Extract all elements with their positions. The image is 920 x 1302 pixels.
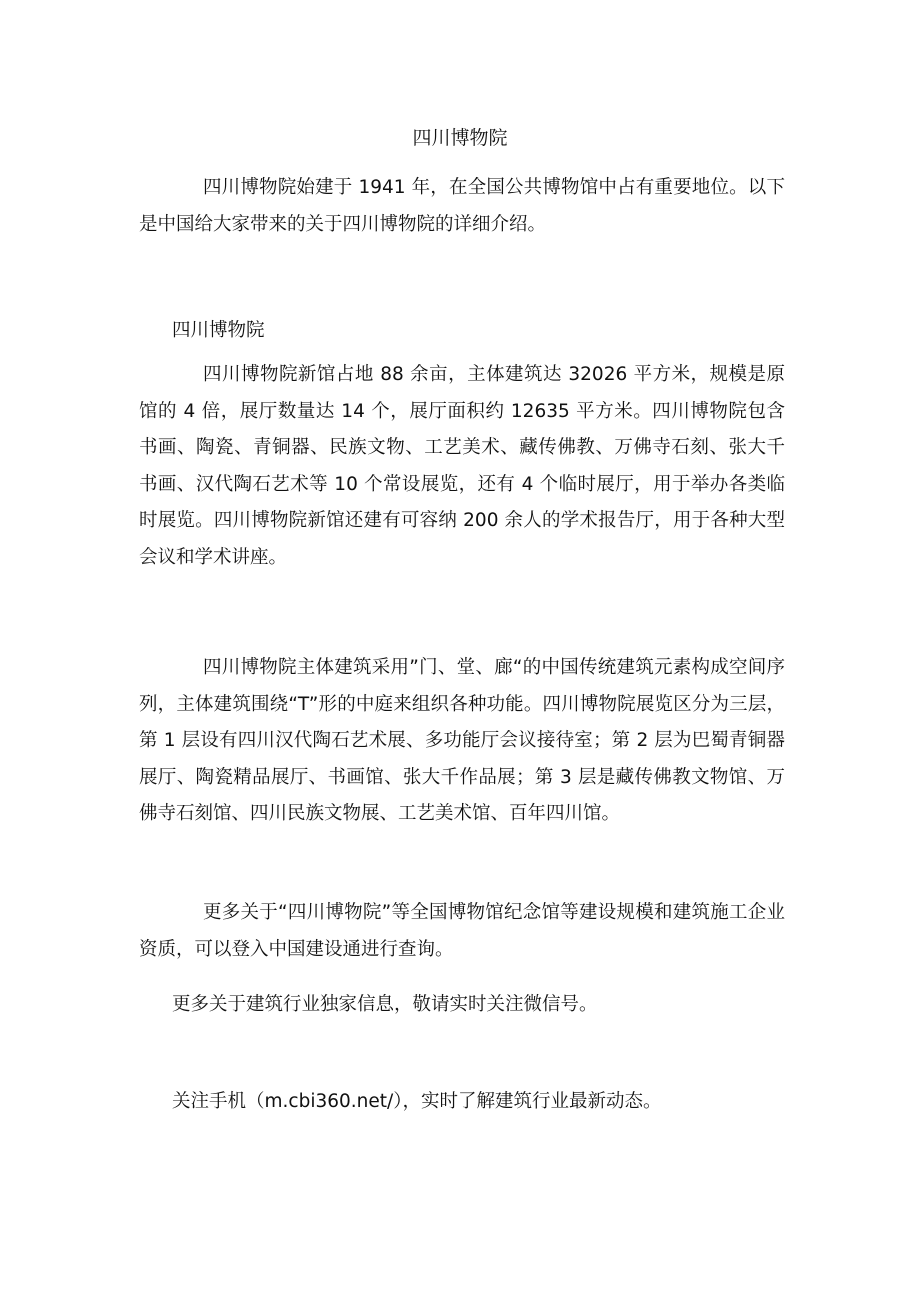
body-paragraph-architecture: 四川博物院主体建筑采用”门、堂、廊“的中国传统建筑元素构成空间序列，主体建筑围绕“T”形的中庭来组织各种功能。四川博物院展览区分为三层，第 1 层设有四川汉代陶石艺术展、多功能厅会议接待室；第 2 层为巴蜀青铜器展厅、陶瓷精品展厅、书画馆、张大千作品展；第 3 层是藏传佛教文物馆、万佛寺石刻馆、四川民族文物展、工艺美术馆、百年四川馆。 [139, 657, 785, 824]
body-paragraph-scale: 四川博物院新馆占地 88 余亩，主体建筑达 32026 平方米，规模是原馆的 4 倍，展厅数量达 14 个，展厅面积约 12635 平方米。四川博物院包含书画、陶瓷、青铜器、民族文物、工艺美术、藏传佛教、万佛寺石刻、张大千书画、汉代陶石艺术等 10 个常设展览，还有 4 个临时展厅，用于举办各类临时展览。四川博物院新馆还建有可容纳 200 余人的学术报告厅，用于各种大型会议和学术讲座。 [139, 364, 785, 568]
wechat-notice: 更多关于建筑行业独家信息，敬请实时关注微信号。 [172, 994, 598, 1015]
intro-paragraph: 四川博物院始建于 1941 年，在全国公共博物馆中占有重要地位。以下是中国给大家带来的关于四川博物院的详细介绍。 [139, 177, 785, 235]
mobile-notice: 关注手机（m.cbi360.net/），实时了解建筑行业最新动态。 [172, 1091, 662, 1112]
section-heading: 四川博物院 [172, 320, 265, 341]
document-title: 四川博物院 [412, 127, 508, 149]
more-info-paragraph: 更多关于“四川博物院”等全国博物馆纪念馆等建设规模和建筑施工企业资质，可以登入中国建设通进行查询。 [139, 902, 785, 960]
